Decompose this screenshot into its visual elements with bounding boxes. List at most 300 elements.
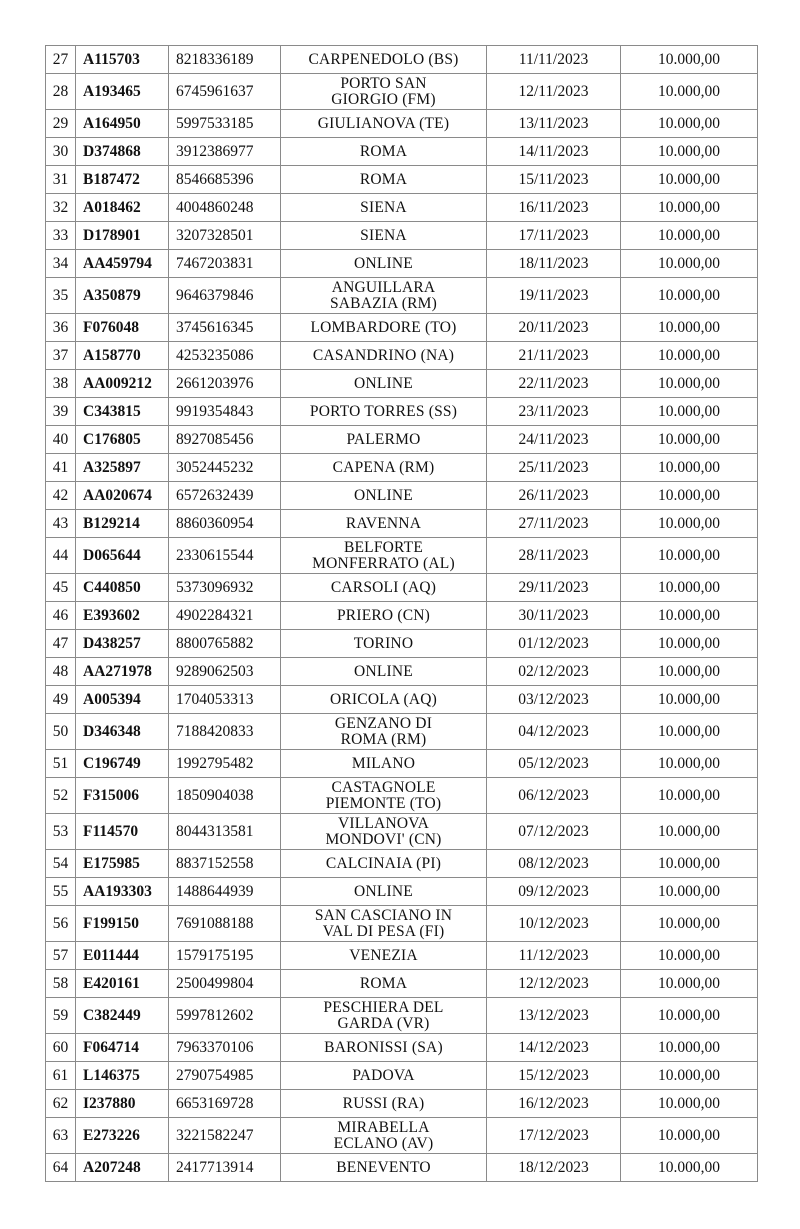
location-line: ROMA (RM) [340,730,427,748]
location-line: ONLINE [354,486,413,504]
serial-number-cell: 8044313581 [169,814,281,850]
amount-cell: 10.000,00 [621,1034,758,1062]
amount-cell: 10.000,00 [621,658,758,686]
location-line: MILANO [351,754,416,772]
location-line: VENEZIA [349,946,418,964]
row-number-cell: 61 [46,1062,76,1090]
location-cell [281,250,487,278]
code-cell: A193465 [76,74,169,110]
serial-number-cell: 8546685396 [169,166,281,194]
location-cell [281,370,487,398]
amount-cell: 10.000,00 [621,750,758,778]
location-line: GIULIANOVA (TE) [317,114,450,132]
location-cell [281,538,487,574]
date-cell: 27/11/2023 [487,510,621,538]
serial-number-cell: 9646379846 [169,278,281,314]
table-row [46,1034,758,1062]
code-cell: A325897 [76,454,169,482]
location-line: CASANDRINO (NA) [312,346,455,364]
date-cell: 26/11/2023 [487,482,621,510]
location-line: BELFORTE [343,538,424,556]
table-row [46,510,758,538]
code-cell: A164950 [76,110,169,138]
row-number-cell: 39 [46,398,76,426]
location-line: ROMA [359,974,408,992]
code-cell: F114570 [76,814,169,850]
date-cell: 12/12/2023 [487,970,621,998]
code-cell: E273226 [76,1118,169,1154]
amount-cell: 10.000,00 [621,538,758,574]
code-cell: D346348 [76,714,169,750]
code-cell: AA271978 [76,658,169,686]
location-line: ROMA [359,170,408,188]
location-line: MONDOVI' (CN) [325,830,442,848]
date-cell: 02/12/2023 [487,658,621,686]
location-line: MONFERRATO (AL) [312,554,455,572]
location-cell [281,194,487,222]
location-line: SIENA [360,226,407,244]
date-cell: 09/12/2023 [487,878,621,906]
serial-number-cell: 4253235086 [169,342,281,370]
code-cell: B187472 [76,166,169,194]
location-line: GENZANO DI [334,714,433,732]
amount-cell: 10.000,00 [621,1090,758,1118]
date-cell: 29/11/2023 [487,574,621,602]
date-cell: 18/11/2023 [487,250,621,278]
code-cell: C176805 [76,426,169,454]
serial-number-cell: 9919354843 [169,398,281,426]
amount-cell: 10.000,00 [621,970,758,998]
location-cell [281,222,487,250]
code-cell: A158770 [76,342,169,370]
date-cell: 12/11/2023 [487,74,621,110]
location-line: LOMBARDORE (TO) [310,318,457,336]
location-cell [281,686,487,714]
serial-number-cell: 7188420833 [169,714,281,750]
amount-cell: 10.000,00 [621,630,758,658]
row-number-cell: 31 [46,166,76,194]
code-cell: E420161 [76,970,169,998]
row-number-cell: 33 [46,222,76,250]
location-cell [281,850,487,878]
amount-cell: 10.000,00 [621,714,758,750]
row-number-cell: 64 [46,1154,76,1182]
amount-cell: 10.000,00 [621,278,758,314]
code-cell: I237880 [76,1090,169,1118]
row-number-cell: 34 [46,250,76,278]
row-number-cell: 52 [46,778,76,814]
row-number-cell: 37 [46,342,76,370]
location-cell [281,1062,487,1090]
row-number-cell: 30 [46,138,76,166]
row-number-cell: 63 [46,1118,76,1154]
location-line: PIEMONTE (TO) [325,794,442,812]
date-cell: 21/11/2023 [487,342,621,370]
code-cell: AA009212 [76,370,169,398]
code-cell: AA193303 [76,878,169,906]
table-row [46,658,758,686]
location-cell [281,1118,487,1154]
amount-cell: 10.000,00 [621,194,758,222]
location-cell [281,998,487,1034]
amount-cell: 10.000,00 [621,166,758,194]
location-line: CARSOLI (AQ) [330,578,437,596]
amount-cell: 10.000,00 [621,46,758,74]
row-number-cell: 55 [46,878,76,906]
date-cell: 30/11/2023 [487,602,621,630]
location-cell [281,878,487,906]
amount-cell: 10.000,00 [621,1118,758,1154]
serial-number-cell: 2790754985 [169,1062,281,1090]
date-cell: 17/12/2023 [487,1118,621,1154]
table-row [46,750,758,778]
serial-number-cell: 1704053313 [169,686,281,714]
row-number-cell: 28 [46,74,76,110]
table-row [46,850,758,878]
location-cell [281,482,487,510]
code-cell: F064714 [76,1034,169,1062]
table-row [46,538,758,574]
row-number-cell: 50 [46,714,76,750]
table-row [46,110,758,138]
amount-cell: 10.000,00 [621,342,758,370]
row-number-cell: 43 [46,510,76,538]
serial-number-cell: 3912386977 [169,138,281,166]
amount-cell: 10.000,00 [621,482,758,510]
location-line: VILLANOVA [337,814,430,832]
row-number-cell: 45 [46,574,76,602]
date-cell: 22/11/2023 [487,370,621,398]
location-line: SAN CASCIANO IN [314,906,453,924]
table-row [46,222,758,250]
date-cell: 28/11/2023 [487,538,621,574]
amount-cell: 10.000,00 [621,574,758,602]
location-line: RUSSI (RA) [342,1094,425,1112]
serial-number-cell: 2500499804 [169,970,281,998]
row-number-cell: 62 [46,1090,76,1118]
date-cell: 13/11/2023 [487,110,621,138]
amount-cell: 10.000,00 [621,370,758,398]
date-cell: 11/12/2023 [487,942,621,970]
location-line: CALCINAIA (PI) [325,854,442,872]
amount-cell: 10.000,00 [621,850,758,878]
row-number-cell: 27 [46,46,76,74]
location-line: MIRABELLA [337,1118,430,1136]
code-cell: C196749 [76,750,169,778]
amount-cell: 10.000,00 [621,250,758,278]
location-cell [281,454,487,482]
table-row [46,1154,758,1182]
table-row [46,482,758,510]
row-number-cell: 47 [46,630,76,658]
code-cell: A018462 [76,194,169,222]
code-cell: C440850 [76,574,169,602]
code-cell: E393602 [76,602,169,630]
serial-number-cell: 1992795482 [169,750,281,778]
row-number-cell: 41 [46,454,76,482]
location-cell [281,278,487,314]
serial-number-cell: 8218336189 [169,46,281,74]
serial-number-cell: 1579175195 [169,942,281,970]
location-line: CAPENA (RM) [332,458,435,476]
date-cell: 25/11/2023 [487,454,621,482]
serial-number-cell: 3207328501 [169,222,281,250]
row-number-cell: 57 [46,942,76,970]
table-row [46,314,758,342]
serial-number-cell: 8927085456 [169,426,281,454]
date-cell: 17/11/2023 [487,222,621,250]
location-cell [281,1034,487,1062]
code-cell: L146375 [76,1062,169,1090]
serial-number-cell: 4902284321 [169,602,281,630]
location-cell [281,314,487,342]
location-cell [281,110,487,138]
date-cell: 16/12/2023 [487,1090,621,1118]
location-cell [281,1090,487,1118]
location-line: CASTAGNOLE [331,778,436,796]
location-line: ANGUILLARA [331,278,436,296]
date-cell: 24/11/2023 [487,426,621,454]
serial-number-cell: 8860360954 [169,510,281,538]
date-cell: 20/11/2023 [487,314,621,342]
serial-number-cell: 3221582247 [169,1118,281,1154]
date-cell: 05/12/2023 [487,750,621,778]
code-cell: A207248 [76,1154,169,1182]
location-cell [281,970,487,998]
location-cell [281,398,487,426]
code-cell: F076048 [76,314,169,342]
code-cell: E175985 [76,850,169,878]
code-cell: F199150 [76,906,169,942]
table-row [46,574,758,602]
row-number-cell: 32 [46,194,76,222]
code-cell: D374868 [76,138,169,166]
row-number-cell: 51 [46,750,76,778]
code-cell: C343815 [76,398,169,426]
location-line: TORINO [353,634,414,652]
table-row [46,814,758,850]
amount-cell: 10.000,00 [621,398,758,426]
table-row [46,714,758,750]
row-number-cell: 40 [46,426,76,454]
amount-cell: 10.000,00 [621,1062,758,1090]
date-cell: 04/12/2023 [487,714,621,750]
date-cell: 03/12/2023 [487,686,621,714]
location-cell [281,714,487,750]
code-cell: D438257 [76,630,169,658]
location-line: ROMA [359,142,408,160]
date-cell: 08/12/2023 [487,850,621,878]
code-cell: D065644 [76,538,169,574]
table-row [46,278,758,314]
amount-cell: 10.000,00 [621,686,758,714]
location-line: ECLANO (AV) [333,1134,434,1152]
serial-number-cell: 8800765882 [169,630,281,658]
table-row [46,602,758,630]
date-cell: 16/11/2023 [487,194,621,222]
location-cell [281,630,487,658]
table-row [46,74,758,110]
location-cell [281,342,487,370]
row-number-cell: 49 [46,686,76,714]
location-line: VAL DI PESA (FI) [322,922,445,940]
location-cell [281,750,487,778]
code-cell: A115703 [76,46,169,74]
serial-number-cell: 6572632439 [169,482,281,510]
serial-number-cell: 2330615544 [169,538,281,574]
location-line: SIENA [360,198,407,216]
row-number-cell: 35 [46,278,76,314]
date-cell: 19/11/2023 [487,278,621,314]
serial-number-cell: 2661203976 [169,370,281,398]
table-row [46,998,758,1034]
amount-cell: 10.000,00 [621,110,758,138]
date-cell: 07/12/2023 [487,814,621,850]
date-cell: 15/11/2023 [487,166,621,194]
location-line: ONLINE [354,882,413,900]
location-cell [281,778,487,814]
table-body [46,46,758,1182]
location-line: ORICOLA (AQ) [329,690,438,708]
amount-cell: 10.000,00 [621,814,758,850]
serial-number-cell: 5997812602 [169,998,281,1034]
row-number-cell: 36 [46,314,76,342]
serial-number-cell: 3052445232 [169,454,281,482]
amount-cell: 10.000,00 [621,778,758,814]
serial-number-cell: 6653169728 [169,1090,281,1118]
table-row [46,686,758,714]
location-line: RAVENNA [345,514,422,532]
location-line: ONLINE [354,254,413,272]
location-line: SABAZIA (RM) [329,294,438,312]
amount-cell: 10.000,00 [621,878,758,906]
serial-number-cell: 5997533185 [169,110,281,138]
table-row [46,138,758,166]
amount-cell: 10.000,00 [621,510,758,538]
table-row [46,906,758,942]
location-line: PADOVA [352,1066,415,1084]
serial-number-cell: 5373096932 [169,574,281,602]
date-cell: 01/12/2023 [487,630,621,658]
serial-number-cell: 4004860248 [169,194,281,222]
location-line: GIORGIO (FM) [331,90,436,108]
amount-cell: 10.000,00 [621,426,758,454]
amount-cell: 10.000,00 [621,1154,758,1182]
date-cell: 14/11/2023 [487,138,621,166]
serial-number-cell: 6745961637 [169,74,281,110]
row-number-cell: 48 [46,658,76,686]
table-row [46,46,758,74]
amount-cell: 10.000,00 [621,74,758,110]
date-cell: 14/12/2023 [487,1034,621,1062]
date-cell: 13/12/2023 [487,998,621,1034]
row-number-cell: 58 [46,970,76,998]
amount-cell: 10.000,00 [621,138,758,166]
serial-number-cell: 1488644939 [169,878,281,906]
location-cell [281,1154,487,1182]
row-number-cell: 44 [46,538,76,574]
date-cell: 10/12/2023 [487,906,621,942]
row-number-cell: 59 [46,998,76,1034]
table-row [46,970,758,998]
location-cell [281,74,487,110]
row-number-cell: 53 [46,814,76,850]
location-cell [281,166,487,194]
table-row [46,454,758,482]
code-cell: A005394 [76,686,169,714]
serial-number-cell: 7963370106 [169,1034,281,1062]
code-cell: B129214 [76,510,169,538]
date-cell: 18/12/2023 [487,1154,621,1182]
code-cell: A350879 [76,278,169,314]
amount-cell: 10.000,00 [621,222,758,250]
amount-cell: 10.000,00 [621,906,758,942]
table-row [46,942,758,970]
results-table [45,45,758,1182]
table-row [46,342,758,370]
table-row [46,1062,758,1090]
table-row [46,630,758,658]
location-cell [281,942,487,970]
date-cell: 23/11/2023 [487,398,621,426]
location-cell [281,46,487,74]
table-row [46,878,758,906]
code-cell: AA459794 [76,250,169,278]
serial-number-cell: 9289062503 [169,658,281,686]
location-cell [281,602,487,630]
code-cell: C382449 [76,998,169,1034]
location-cell [281,426,487,454]
amount-cell: 10.000,00 [621,454,758,482]
location-line: GARDA (VR) [337,1014,430,1032]
location-line: BARONISSI (SA) [324,1038,443,1056]
row-number-cell: 46 [46,602,76,630]
row-number-cell: 38 [46,370,76,398]
location-line: PORTO TORRES (SS) [309,402,458,420]
location-cell [281,906,487,942]
serial-number-cell: 8837152558 [169,850,281,878]
serial-number-cell: 7691088188 [169,906,281,942]
table-row [46,1118,758,1154]
location-cell [281,658,487,686]
table-row [46,194,758,222]
amount-cell: 10.000,00 [621,998,758,1034]
row-number-cell: 60 [46,1034,76,1062]
location-line: PORTO SAN [340,74,427,92]
code-cell: F315006 [76,778,169,814]
amount-cell: 10.000,00 [621,602,758,630]
serial-number-cell: 7467203831 [169,250,281,278]
amount-cell: 10.000,00 [621,314,758,342]
location-line: CARPENEDOLO (BS) [308,50,459,68]
location-line: PRIERO (CN) [336,606,431,624]
row-number-cell: 56 [46,906,76,942]
code-cell: E011444 [76,942,169,970]
location-cell [281,510,487,538]
location-cell [281,574,487,602]
row-number-cell: 54 [46,850,76,878]
location-line: BENEVENTO [336,1158,431,1176]
location-cell [281,814,487,850]
location-line: ONLINE [354,374,413,392]
row-number-cell: 42 [46,482,76,510]
location-line: PESCHIERA DEL [323,998,444,1016]
table-row [46,426,758,454]
serial-number-cell: 2417713914 [169,1154,281,1182]
table-row [46,370,758,398]
table-row [46,398,758,426]
row-number-cell: 29 [46,110,76,138]
